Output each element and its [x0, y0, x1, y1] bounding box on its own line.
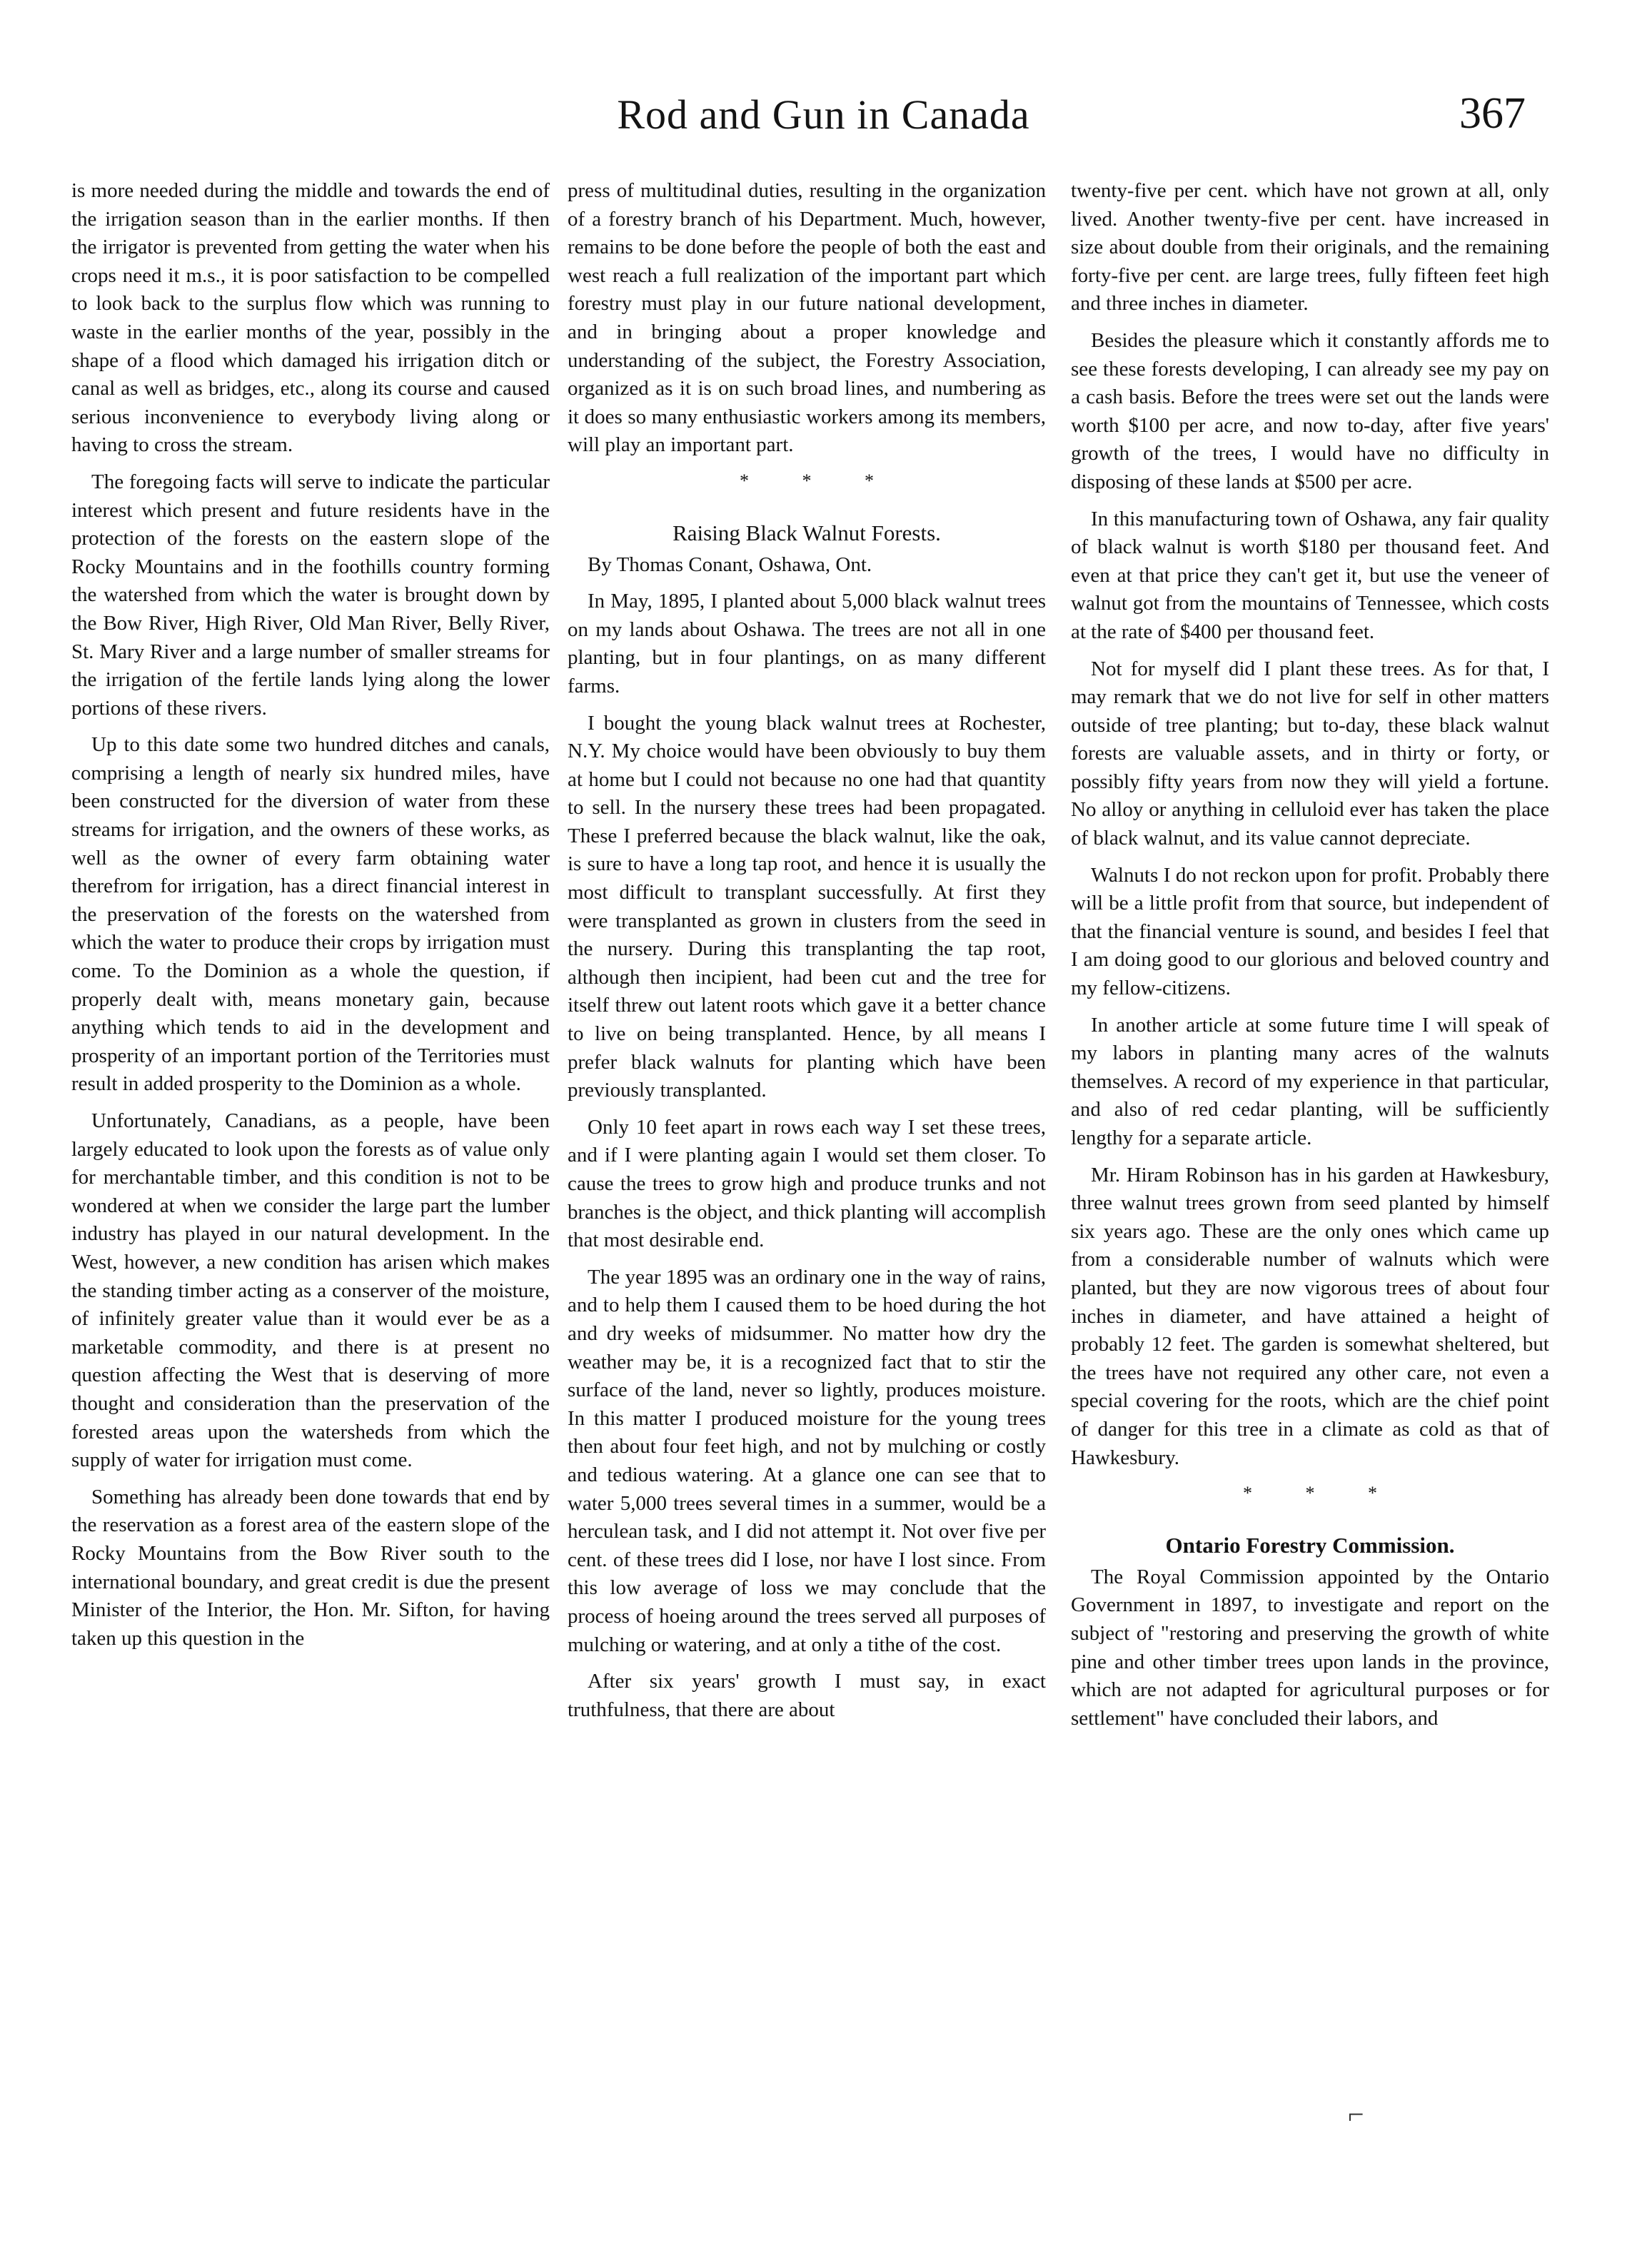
- paragraph: twenty-five per cent. which have not grown at all, only lived. Another twenty-five per cent. have increased in size about double from their originals, and the remaining forty-five per cent. are large trees, fully fifteen feet high and three inches in diameter.: [1071, 179, 1549, 316]
- article-title-black-walnut: Raising Black Walnut Forests.: [673, 520, 941, 545]
- section-break: * * *: [1243, 1483, 1401, 1504]
- paragraph: Unfortunately, Canadians, as a people, have been largely educated to look upon the forests as of value only for merchantable timber, and this condition is not to be wondered at when we consider the large part the lumber industry has played in our natural development. In the West, however, a new condition has arisen which makes the standing timber acting as a conserver of the moisture, of infinitely greater value than it would ever be as a marketable commodity, and there is at present no question affecting the West that is deserving of more thought and consideration than the preservation of the forested areas upon the watersheds from which the supply of water for irrigation must come.: [71, 1109, 550, 1472]
- paragraph: Mr. Hiram Robinson has in his garden at Hawkesbury, three walnut trees grown from seed planted by himself six years ago. These are the only ones which came up from a considerable number of walnuts which were planted, but they are now vigorous trees of about four inches in diameter, and have attained a height of probably 12 feet. The garden is somewhat sheltered, but the trees have not required any other care, not even a special covering for the roots, which are the chief point of danger for this tree in a climate as cold as that of Hawkesbury.: [1071, 1163, 1549, 1469]
- text-column-left: [71, 177, 550, 1653]
- paragraph: In May, 1895, I planted about 5,000 black walnut trees on my lands about Oshawa. The trees are not all in one planting, but in four plantings, on as many different farms.: [568, 590, 1046, 697]
- paragraph: Walnuts I do not reckon upon for profit. Probably there will be a little profit from that source, but independent of that the financial venture is sound, and besides I feel that I am doing good to our glorious and beloved country and my fellow-citizens.: [1071, 863, 1549, 1000]
- running-title: Rod and Gun in Canada: [617, 91, 1030, 138]
- paragraph: The year 1895 was an ordinary one in the way of rains, and to help them I caused them to be hoed during the hot and dry weeks of midsummer. No matter how dry the weather may be, it is a recognized fact that to stir the surface of the land, never so lightly, produces moisture. In this matter I produced moisture for the young trees then about four feet high, and not by mulching or costly and tedious watering. At a glance one can see that to water 5,000 trees several times in a summer, would be a herculean task, and I did not attempt it. Not over five per cent. of these trees did I lose, nor have I lost since. From this low average of loss we may conclude that the process of hoeing around the trees served all purposes of mulching or watering, and at only a tithe of the cost.: [568, 1265, 1046, 1656]
- paragraph: Only 10 feet apart in rows each way I set these trees, and if I were planting again I would set them closer. To cause the trees to grow high and produce trunks and not branches is the object, and thick planting will accomplish that most desirable end.: [568, 1115, 1046, 1252]
- paragraph: Up to this date some two hundred ditches and canals, comprising a length of nearly six hundred miles, have been constructed for the diversion of water from these streams for irrigation, and the owners of these works, as well as the owner of every farm obtaining water therefrom for irrigation, has a direct financial interest in the preservation of the forests on the watershed from which the water to produce their crops by irrigation must come. To the Dominion as a whole the question, if properly dealt with, means monetary gain, because anything which tends to aid in the development and prosperity of an important portion of the Territories must result in added prosperity to the Dominion as a whole.: [71, 733, 550, 1096]
- paragraph: is more needed during the middle and towards the end of the irrigation season than in the earlier months. If then the irrigator is prevented from getting the water when his crops need it m.s., it is poor satisfaction to be compelled to look back to the surplus flow which was running to waste in the earlier months of the year, possibly in the shape of a flood which damaged his irrigation ditch or canal as well as bridges, etc., along its course and caused serious inconvenience to everybody living along or having to cross the stream.: [71, 179, 550, 457]
- paragraph: Not for myself did I plant these trees. As for that, I may remark that we do not live for self in other matters outside of tree planting; but to-day, these black walnut forests are valuable assets, and in thirty or forty, or possibly fifty years from now they will yield a fortune. No alloy or anything in celluloid ever has taken the place of black walnut, and its value cannot depreciate.: [1071, 657, 1549, 850]
- paragraph: The foregoing facts will serve to indicate the particular interest which present and future residents have in the protection of the forests on the eastern slope of the Rocky Mountains and in the foothills country forming the watershed from which the water is brought down by the Bow River, High River, Old Man River, Belly River, St. Mary River and a large number of smaller streams for the irrigation of the fertile lands lying along the lower portions of these rivers.: [71, 470, 550, 720]
- article-title-ontario-forestry: Ontario Forestry Commission.: [1165, 1532, 1455, 1558]
- paragraph: I bought the young black walnut trees at Rochester, N.Y. My choice would have been obviously to buy them at home but I could not because no one had that quantity to sell. In the nursery these trees had been propagated. These I preferred because the black walnut, like the oak, is sure to have a long tap root, and hence it is usually the most difficult to transplant successfully. At first they were transplanted as grown in clusters from the seed in the nursery. During this transplanting the tap root, although then incipient, had been cut and the tree for itself threw out latent roots which gave it a better chance to live on being transplanted. Hence, by all means I prefer black walnuts for planting which have been previously transplanted.: [568, 711, 1046, 1102]
- paragraph: After six years' growth I must say, in exact truthfulness, that there are about: [568, 1670, 1046, 1721]
- text-column-middle: [568, 177, 1046, 1724]
- page-number: 367: [1459, 89, 1526, 138]
- article-byline: By Thomas Conant, Oshawa, Ont.: [588, 553, 872, 576]
- paragraph: Besides the pleasure which it constantly affords me to see these forests developing, I can already see my pay on a cash basis. Before the trees were set out the lands were worth $100 per acre, and now to-day, after five years' growth of the trees, I would have no difficulty in disposing of these lands at $500 per acre.: [1071, 328, 1549, 493]
- section-break: * * *: [740, 470, 898, 491]
- text-column-right: [1071, 177, 1549, 1733]
- paragraph: Something has already been done towards that end by the reservation as a forest area of the eastern slope of the Rocky Mountains from the Bow River south to the international boundary, and great credit is due the present Minister of the Interior, the Hon. Mr. Sifton, for having taken up this question in the: [71, 1485, 550, 1650]
- print-mark: ⌐: [1348, 2098, 1364, 2130]
- paragraph: press of multitudinal duties, resulting in the organization of a forestry branch of his Department. Much, however, remains to be done before the people of both the east and west reach a full realization of the important part which forestry must play in our future national development, and in bringing about a proper knowledge and understanding of the subject, the Forestry Association, organized as it is on such broad lines, and numbering as it does so many enthusiastic workers among its members, will play an important part.: [568, 179, 1046, 457]
- paragraph: The Royal Commission appointed by the Ontario Government in 1897, to investigate and report on the subject of "restoring and preserving the growth of white pine and other timber trees upon lands in the province, which are not adapted for agricultural purposes or for settlement" have concluded their labors, and: [1071, 1565, 1549, 1730]
- paragraph: In another article at some future time I will speak of my labors in planting many acres of the walnuts themselves. A record of my experience in that particular, and also of red cedar planting, will be sufficiently lengthy for a separate article.: [1071, 1013, 1549, 1149]
- paragraph: In this manufacturing town of Oshawa, any fair quality of black walnut is worth $180 per thousand feet. And even at that price they can't get it, but use the veneer of walnut got from the mountains of Tennessee, which costs at the rate of $400 per thousand feet.: [1071, 507, 1549, 643]
